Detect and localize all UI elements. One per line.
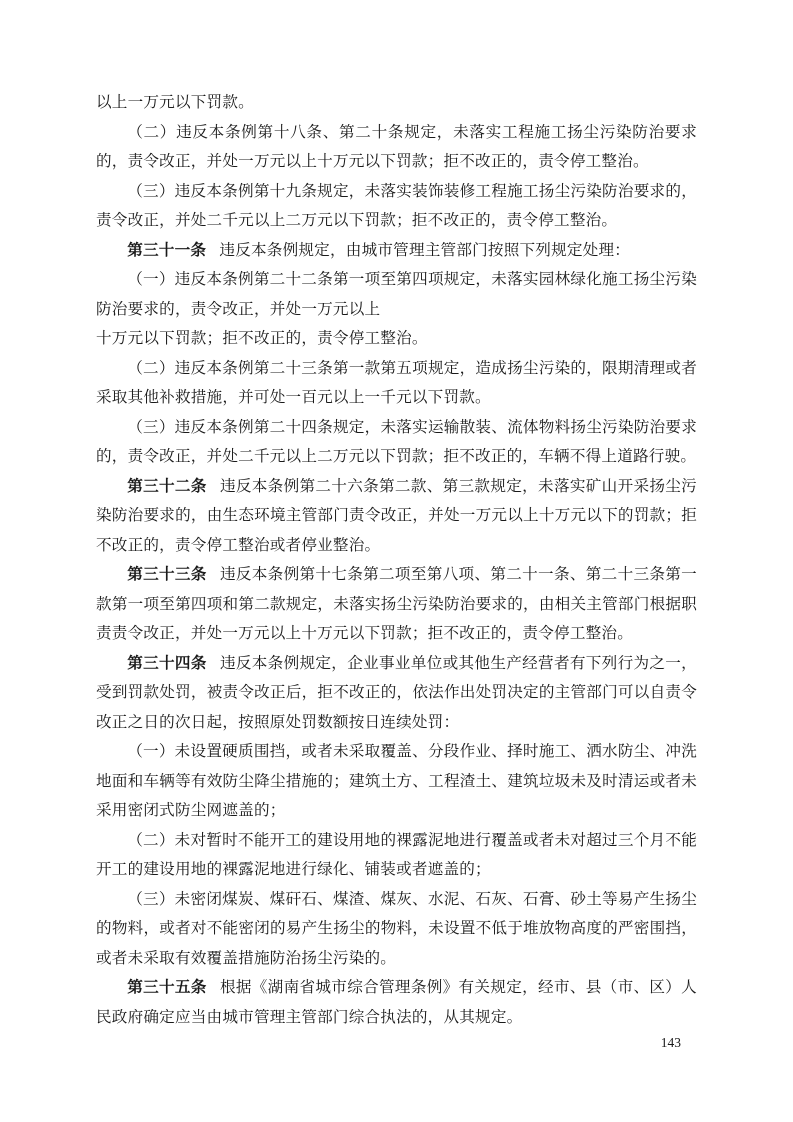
paragraph: （三）未密闭煤炭、煤矸石、煤渣、煤灰、水泥、石灰、石膏、砂土等易产生扬尘的物料，或者对不能密闭的易产生扬尘的物料，未设置不低于堆放物高度的严密围挡，或者未采取有效覆盖措施防治扬尘污染的。	[96, 890, 697, 967]
paragraph: （一）未设置硬质围挡，或者未采取覆盖、分段作业、择时施工、洒水防尘、冲洗地面和车辆等有效防尘降尘措施的；建筑土方、工程渣土、建筑垃圾未及时清运或者未采用密闭式防尘网遮盖的；	[96, 743, 697, 819]
article-text: 根据《湖南省城市综合管理条例》有关规定，经市、县（市、区）人民政府确定应当由城市管理主管部门综合执法的，从其规定。	[96, 979, 697, 1026]
article-text: 违反本条例规定，企业事业单位或其他生产经营者有下列行为之一，受到罚款处罚，被责令改正后，拒不改正的，依法作出处罚决定的主管部门可以自责令改正之日的次日起，按照原处罚数额按日连续处罚：	[96, 654, 697, 731]
article-text: 违反本条例第十七条第二项至第八项、第二十一条、第二十三条第一款第一项至第四项和第二款规定，未落实扬尘污染防治要求的，由相关主管部门根据职责责令改正，并处一万元以上十万元以下罚款；拒不改正的，责令停工整治。	[96, 566, 697, 642]
paragraph: （二）违反本条例第二十三条第一款第五项规定，造成扬尘污染的，限期清理或者采取其他补救措施，并可处一百元以上一千元以下罚款。	[96, 359, 697, 406]
paragraph: （三）违反本条例第十九条规定，未落实装饰装修工程施工扬尘污染防治要求的，责令改正，并处二千元以上二万元以下罚款；拒不改正的，责令停工整治。	[96, 182, 697, 229]
article-number: 第三十二条	[127, 477, 207, 495]
page-number: 143	[660, 1035, 681, 1050]
article-paragraph	[96, 649, 697, 738]
paragraph-continuation: 十万元以下罚款；拒不改正的，责令停工整治。	[96, 330, 428, 347]
paragraph-continuation: 以上一万元以下罚款。	[96, 94, 254, 111]
article-number: 第三十四条	[127, 654, 207, 672]
article-paragraph	[96, 472, 697, 561]
article-paragraph	[96, 236, 697, 266]
article-number: 第三十一条	[127, 241, 207, 259]
article-paragraph	[96, 973, 697, 1032]
article-text: 违反本条例规定，由城市管理主管部门按照下列规定处理：	[219, 241, 631, 259]
paragraph: （三）违反本条例第二十四条规定，未落实运输散装、流体物料扬尘污染防治要求的，责令改正，并处二千元以上二万元以下罚款；拒不改正的，车辆不得上道路行驶。	[96, 418, 697, 465]
document-body	[96, 88, 697, 1032]
article-number: 第三十三条	[127, 566, 207, 583]
paragraph: （二）未对暂时不能开工的建设用地的裸露泥地进行覆盖或者未对超过三个月不能开工的建设用地的裸露泥地进行绿化、铺装或者遮盖的；	[96, 831, 697, 878]
article-paragraph	[96, 560, 697, 649]
paragraph: （一）违反本条例第二十二条第一项至第四项规定，未落实园林绿化施工扬尘污染防治要求的，责令改正，并处一万元以上	[96, 271, 697, 318]
article-text: 违反本条例第二十六条第二款、第三款规定，未落实矿山开采扬尘污染防治要求的，由生态环境主管部门责令改正，并处一万元以上十万元以下的罚款；拒不改正的，责令停工整治或者停业整治。	[96, 477, 697, 554]
article-number: 第三十五条	[127, 979, 207, 996]
paragraph: （二）违反本条例第十八条、第二十条规定，未落实工程施工扬尘污染防治要求的，责令改正，并处一万元以上十万元以下罚款；拒不改正的，责令停工整治。	[96, 123, 697, 170]
